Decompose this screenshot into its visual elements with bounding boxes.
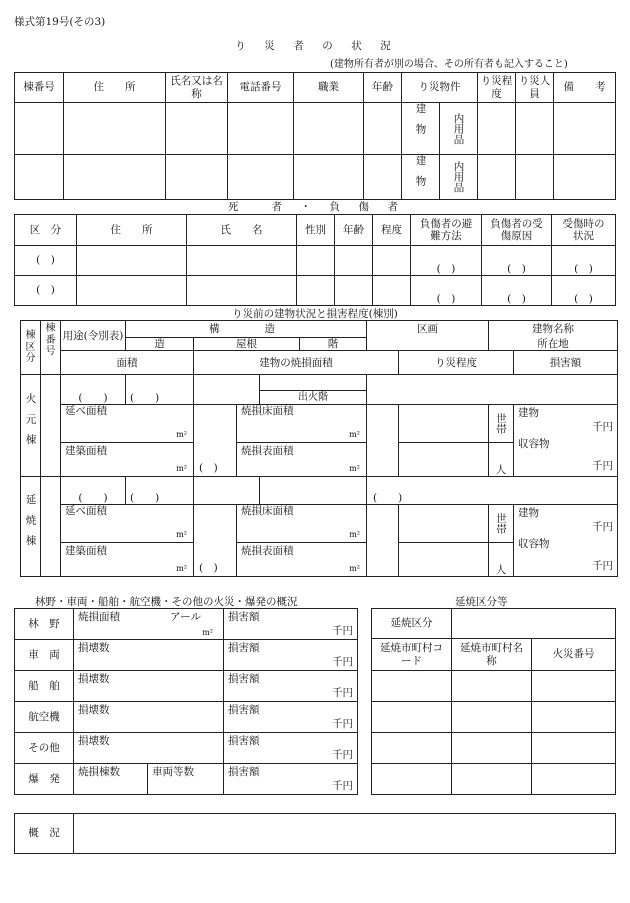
cell[interactable] [41,375,61,477]
origin-bldg-label: 火元棟 [21,375,41,477]
spread-class-value[interactable] [452,609,616,639]
paren[interactable]: ( ) [367,477,618,505]
cell[interactable] [228,155,294,200]
hdr-phone: 電話番号 [228,73,294,103]
hdr-evac: 負傷者の避難方法 [411,215,482,246]
paren[interactable]: ( ) [482,276,552,306]
cell[interactable] [294,103,364,155]
gaikyo-table [14,813,616,854]
hdr-persons: り災人員 [516,73,554,103]
bldg-label: 建物 [402,155,440,200]
kenchiku-area[interactable]: 建築面積 m² [61,443,194,477]
cell[interactable] [64,155,166,200]
section-title-casualties: 死 者 ・ 負 傷 者 [228,201,402,213]
person-label: 人 [489,543,514,577]
cell[interactable] [372,733,452,764]
kenchiku-area[interactable]: 建築面積 m² [61,543,194,577]
location-label: 所在地 [489,338,618,351]
cell[interactable] [478,155,516,200]
ship-damage[interactable]: 損害額 千円 [224,671,358,702]
cell[interactable] [516,103,554,155]
nobe-area[interactable]: 延べ面積 m² [61,505,194,543]
area-label: 面積 [61,351,194,375]
damage-cell[interactable]: 建物 千円 収容物 千円 [514,405,618,477]
bldg-name-label: 建物名称 [489,321,618,338]
structure-label: 構 造 [126,321,367,338]
cell[interactable] [372,702,452,733]
forest-damage[interactable]: 損害額 千円 [224,609,358,640]
hdr-situation: 受傷時の状況 [552,215,616,246]
section-title-other-fires: 林野・車両・船舶・航空機・その他の火災・爆発の概況 [35,596,298,608]
cell[interactable] [452,671,532,702]
explosion-damage[interactable]: 損害額 千円 [224,764,358,795]
hdr-sex: 性別 [297,215,335,246]
paren[interactable]: ( ) [482,246,552,276]
cell[interactable] [532,671,616,702]
cell[interactable] [260,375,367,391]
hdr-cause: 負傷者の受傷原因 [482,215,552,246]
kukaku-cell[interactable] [367,338,489,351]
forest-area[interactable]: 焼損面積 アール m² [74,609,224,640]
cell[interactable] [297,246,335,276]
ship-count[interactable]: 損壊数 [74,671,224,702]
cell[interactable] [194,477,260,505]
spread-table [371,608,616,795]
contents-label: 内用品 [440,103,478,155]
cell[interactable] [367,405,399,477]
bldg-label: 建物 [402,103,440,155]
nobe-area[interactable]: 延べ面積 m² [61,405,194,443]
burn-area-label: 建物の焼損面積 [194,351,399,375]
cell[interactable] [532,702,616,733]
roof-label: 屋根 [194,338,300,351]
city-code-label: 延焼市町村コード [372,639,452,671]
cell[interactable] [15,103,64,155]
hdr-remarks: 備 考 [554,73,616,103]
row-vehicle: 車 両 [15,640,74,671]
cell[interactable] [532,764,616,795]
cell[interactable] [187,246,297,276]
contents-label: 内用品 [440,155,478,200]
fire-no-label: 火災番号 [532,639,616,671]
cell[interactable] [41,477,61,577]
household-label: 世帯 [489,405,514,443]
hdr-address: 住 所 [64,73,166,103]
other-fires-table [14,608,358,795]
hdr-age: 年齢 [335,215,373,246]
cell[interactable] [77,246,187,276]
cell[interactable] [367,375,618,405]
hdr-class: 区 分 [15,215,77,246]
spread-bldg-label: 延焼棟 [21,477,41,577]
city-name-label: 延焼市町村名 称 [452,639,532,671]
cell[interactable] [335,246,373,276]
hdr-property: り災物件 [402,73,478,103]
cell[interactable] [372,764,452,795]
cell[interactable] [373,276,411,306]
cell[interactable] [166,155,228,200]
section-title-buildings: り災前の建物状況と損害程度(棟別) [232,308,398,320]
row-forest: 林 野 [15,609,74,640]
cell[interactable] [516,155,554,200]
section-title-spread: 延焼区分等 [455,596,508,608]
cell[interactable] [554,155,616,200]
paren[interactable]: ( ) [61,477,126,505]
use-label: 用途(令別表) [61,321,126,351]
hdr-degree: 程度 [373,215,411,246]
cell[interactable] [228,103,294,155]
cell[interactable] [294,155,364,200]
paren[interactable]: ( ) [15,246,77,276]
paren[interactable]: ( ) [552,276,616,306]
cell[interactable] [399,405,489,443]
damage-label: 損害額 [514,351,618,375]
paren[interactable]: ( ) [411,246,482,276]
person-label: 人 [489,443,514,477]
paren[interactable]: ( ) [126,477,194,505]
fire-floor-label: 出火階 [260,391,367,405]
hdr-job: 職業 [294,73,364,103]
form-number: 様式第19号(その3) [14,16,106,28]
cell[interactable] [532,733,616,764]
household-label: 世帯 [489,505,514,543]
kukaku-label: 区画 [367,321,489,338]
cell[interactable] [364,155,402,200]
gaikyo-label: 概 況 [15,814,74,854]
floor-burn-area[interactable]: 焼損床面積 m² [237,505,367,543]
casualties-table [14,214,616,306]
buildings-table [20,320,618,577]
hdr-address: 住 所 [77,215,187,246]
spread-class-label: 延焼区分 [372,609,452,639]
floor-burn-area[interactable]: 焼損床面積 m² [237,405,367,443]
row-ship: 船 舶 [15,671,74,702]
cell[interactable] [64,103,166,155]
surface-burn-area[interactable]: 焼損表面積 m² ( ) [237,543,367,577]
cell[interactable] [554,103,616,155]
cell[interactable] [194,375,260,405]
aircraft-count[interactable]: 損壊数 [74,702,224,733]
row-other: その他 [15,733,74,764]
hdr-degree: り災程度 [478,73,516,103]
other-damage[interactable]: 損害額 千円 [224,733,358,764]
surface-burn-area[interactable]: 焼損表面積 m² ( ) [237,443,367,477]
paren[interactable]: ( ) [552,246,616,276]
cell[interactable] [452,733,532,764]
cell[interactable] [452,764,532,795]
cell[interactable] [77,276,187,306]
vehicle-count[interactable]: 車両等数 [148,764,224,795]
row-explosion: 爆 発 [15,764,74,795]
burn-count[interactable]: 焼損棟数 [74,764,148,795]
vehicle-damage[interactable]: 損害額 千円 [224,640,358,671]
bldg-class-label: 棟区分 [21,321,41,375]
hdr-bldg-no: 棟番号 [15,73,64,103]
cell[interactable] [166,103,228,155]
cell[interactable] [372,671,452,702]
cell[interactable] [399,505,489,543]
bldg-no-label: 棟番号 [41,321,61,375]
cell[interactable] [478,103,516,155]
hdr-name: 氏 名 [187,215,297,246]
cell[interactable] [260,477,367,505]
paren[interactable]: ( ) [411,276,482,306]
hdr-name: 氏名又は名称 [166,73,228,103]
aircraft-damage[interactable]: 損害額 千円 [224,702,358,733]
cell[interactable] [452,702,532,733]
paren[interactable]: ( ) [61,375,126,405]
paren[interactable]: ( ) [126,375,194,405]
cell[interactable] [367,505,399,577]
paren[interactable]: ( ) [15,276,77,306]
cell[interactable] [399,543,489,577]
section-title-victims: り 災 者 の 状 況 [235,40,395,52]
cell[interactable] [297,276,335,306]
damage-cell[interactable]: 建物 千円 収容物 千円 [514,505,618,577]
cell[interactable] [364,103,402,155]
vehicle-count[interactable]: 損壊数 [74,640,224,671]
hdr-age: 年齢 [364,73,402,103]
cell[interactable] [187,276,297,306]
cell[interactable] [373,246,411,276]
cell[interactable] [335,276,373,306]
gaikyo-field[interactable] [74,814,616,854]
row-aircraft: 航空機 [15,702,74,733]
zou-label: 造 [126,338,194,351]
other-count[interactable]: 損壊数 [74,733,224,764]
owner-note: (建物所有者が別の場合、その所有者も記入すること) [330,59,568,70]
cell[interactable] [15,155,64,200]
victims-table [14,72,616,200]
cell[interactable] [399,443,489,477]
degree-label: り災程度 [399,351,514,375]
floor-label: 階 [300,338,367,351]
